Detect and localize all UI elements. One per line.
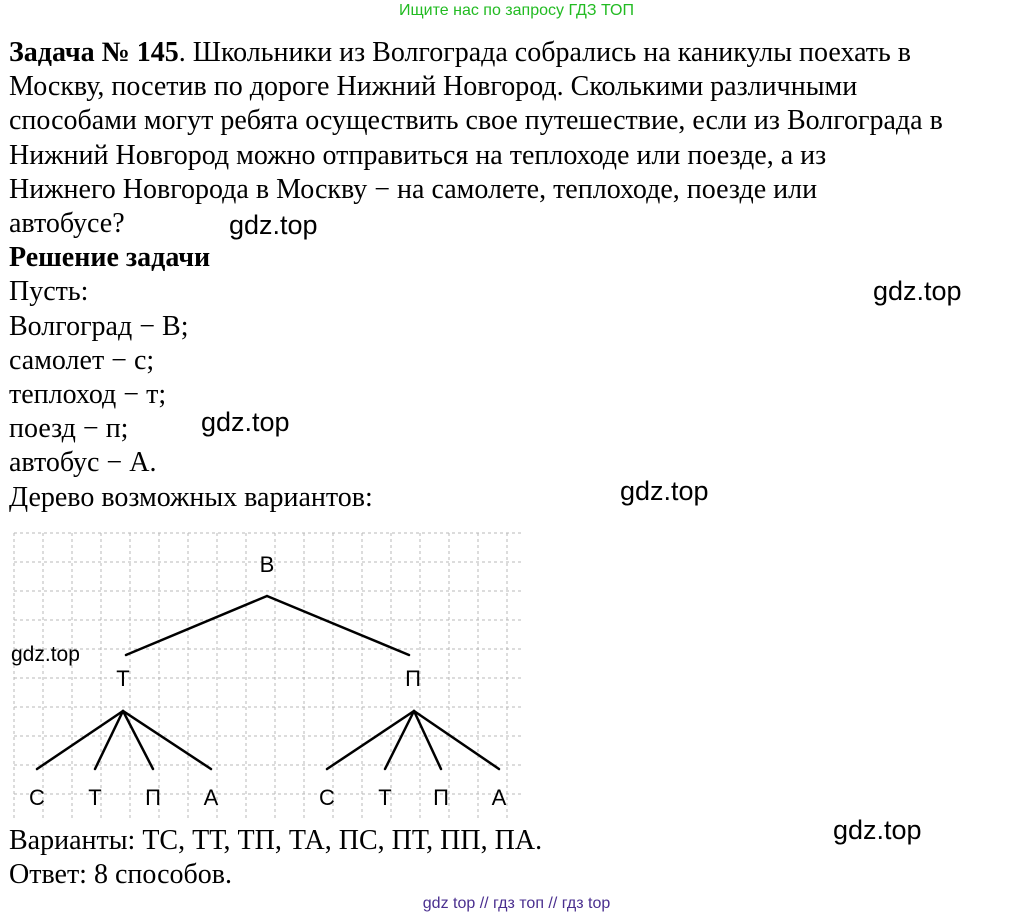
tree-leaf: А bbox=[203, 785, 219, 810]
definition-plane: самолет − с; bbox=[9, 344, 155, 376]
tree-caption: Дерево возможных вариантов: bbox=[9, 481, 373, 513]
tree-leaf: А bbox=[491, 785, 507, 810]
task-line-1 bbox=[9, 36, 1029, 70]
tree-leaf: С bbox=[319, 785, 335, 810]
definition-train: поезд − п; bbox=[9, 413, 129, 445]
task-line-4: Нижний Новгород можно отправиться на теплоходе или поезде, а из bbox=[9, 139, 827, 171]
task-line-2: Москву, посетив по дороге Нижний Новгород. Сколькими различными bbox=[9, 71, 858, 103]
answer: Ответ: 8 способов. bbox=[9, 859, 232, 891]
tree-leaf: Т bbox=[88, 785, 102, 810]
watermark: gdz.top bbox=[873, 276, 962, 306]
top-banner: Ищите нас по запросу ГДЗ ТОП bbox=[399, 2, 634, 19]
footer: gdz top // гдз топ // гдз top bbox=[422, 895, 611, 912]
solution-let: Пусть: bbox=[9, 276, 89, 308]
tree-edges bbox=[37, 596, 499, 769]
tree-node-p: П bbox=[405, 666, 421, 691]
task-line-5: Нижнего Новгорода в Москву − на самолете, теплоходе, поезде или bbox=[9, 173, 818, 205]
watermark: gdz.top bbox=[229, 210, 318, 240]
tree-leaf: С bbox=[29, 785, 45, 810]
watermark: gdz.top bbox=[833, 815, 922, 845]
watermark: gdz.top bbox=[11, 643, 80, 666]
tree-leaf: П bbox=[145, 785, 161, 810]
solution-heading: Решение задачи bbox=[9, 242, 211, 274]
variant-tree bbox=[9, 528, 529, 823]
definition-bus: автобус − А. bbox=[9, 447, 157, 479]
tree-leaf: П bbox=[433, 785, 449, 810]
definition-volgograd: Волгоград − В; bbox=[9, 310, 189, 342]
watermark: gdz.top bbox=[201, 407, 290, 437]
edge-t-a bbox=[123, 711, 211, 769]
definition-ship: теплоход − т; bbox=[9, 379, 167, 411]
edge-root-p bbox=[267, 596, 409, 655]
watermark: gdz.top bbox=[620, 476, 709, 506]
result bbox=[9, 824, 542, 892]
tree-node-t: Т bbox=[116, 666, 130, 691]
variants-list: Варианты: ТС, ТТ, ТП, ТА, ПС, ПТ, ПП, ПА. bbox=[9, 825, 543, 856]
task-line-3: способами могут ребята осуществить свое путешествие, если из Волгограда в bbox=[9, 105, 943, 137]
tree-leaf: Т bbox=[378, 785, 392, 810]
task-line-6: автобусе? bbox=[9, 208, 125, 240]
tree-node-root: В bbox=[259, 552, 275, 577]
edge-p-c bbox=[327, 711, 414, 769]
task-line-1-rest: . Школьники из Волгограда собрались на каникулы поехать в bbox=[178, 37, 912, 68]
task-title: Задача № 145 bbox=[9, 37, 179, 68]
